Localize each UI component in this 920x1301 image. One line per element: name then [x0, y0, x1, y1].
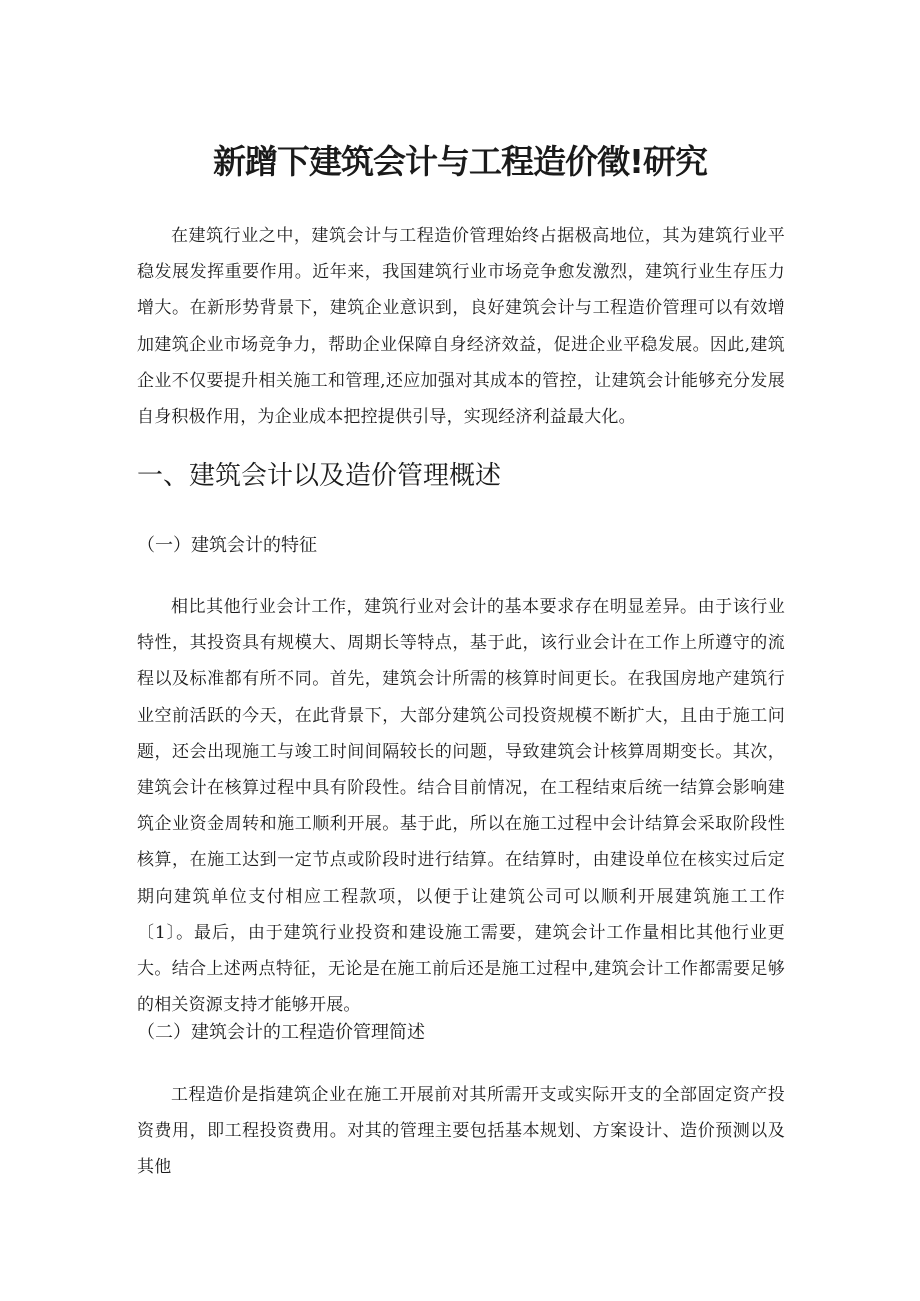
section-heading: 一、建筑会计以及造价管理概述 [137, 461, 502, 491]
intro-paragraph: 在建筑行业之中，建筑会计与工程造价管理始终占据极高地位，其为建筑行业平稳发展发挥重要作用。近年来，我国建筑行业市场竞争愈发激烈，建筑行业生存压力增大。在新形势背景下，建筑企业意识到，良好建筑会计与工程造价管理可以有效增加建筑企业市场竞争力，帮助企业保障自身经济效益，促进企业平稳发展。因此,建筑企业不仅要提升相关施工和管理,还应加强对其成本的管控，让建筑会计能够充分发展自身积极作用，为企业成本把控提供引导，实现经济利益最大化。 [137, 226, 785, 428]
document-title: 新蹭下建筑会计与工程造价徵!研究 [212, 142, 708, 181]
subsection-1-paragraph: 相比其他行业会计工作，建筑行业对会计的基本要求存在明显差异。由于该行业特性，其投资具有规模大、周期长等特点，基于此，该行业会计在工作上所遵守的流程以及标准都有所不同。首先，建筑会计所需的核算时间更长。在我国房地产建筑行业空前活跃的今天，在此背景下，大部分建筑公司投资规模不断扩大，且由于施工问题，还会出现施工与竣工时间间隔较长的问题，导致建筑会计核算周期变长。其次，建筑会计在核算过程中具有阶段性。结合目前情况，在工程结束后统一结算会影响建筑企业资金周转和施工顺利开展。基于此，所以在施工过程中会计结算会采取阶段性核算，在施工达到一定节点或阶段时进行结算。在结算时，由建设单位在核实过后定期向建筑单位支付相应工程款项，以便于让建筑公司可以顺利开展建筑施工工作〔1〕。最后，由于建筑行业投资和建设施工需要，建筑会计工作量相比其他行业更大。结合上述两点特征，无论是在施工前后还是施工过程中,建筑会计工作都需要足够的相关资源支持才能够开展。 [137, 597, 785, 1016]
subsection-heading-2: （二）建筑会计的工程造价管理简述 [137, 1022, 425, 1043]
subsection-heading-1: （一）建筑会计的特征 [137, 535, 317, 556]
subsection-2-paragraph: 工程造价是指建筑企业在施工开展前对其所需开支或实际开支的全部固定资产投资费用，即工程投资费用。对其的管理主要包括基本规划、方案设计、造价预测以及其他 [137, 1085, 785, 1178]
